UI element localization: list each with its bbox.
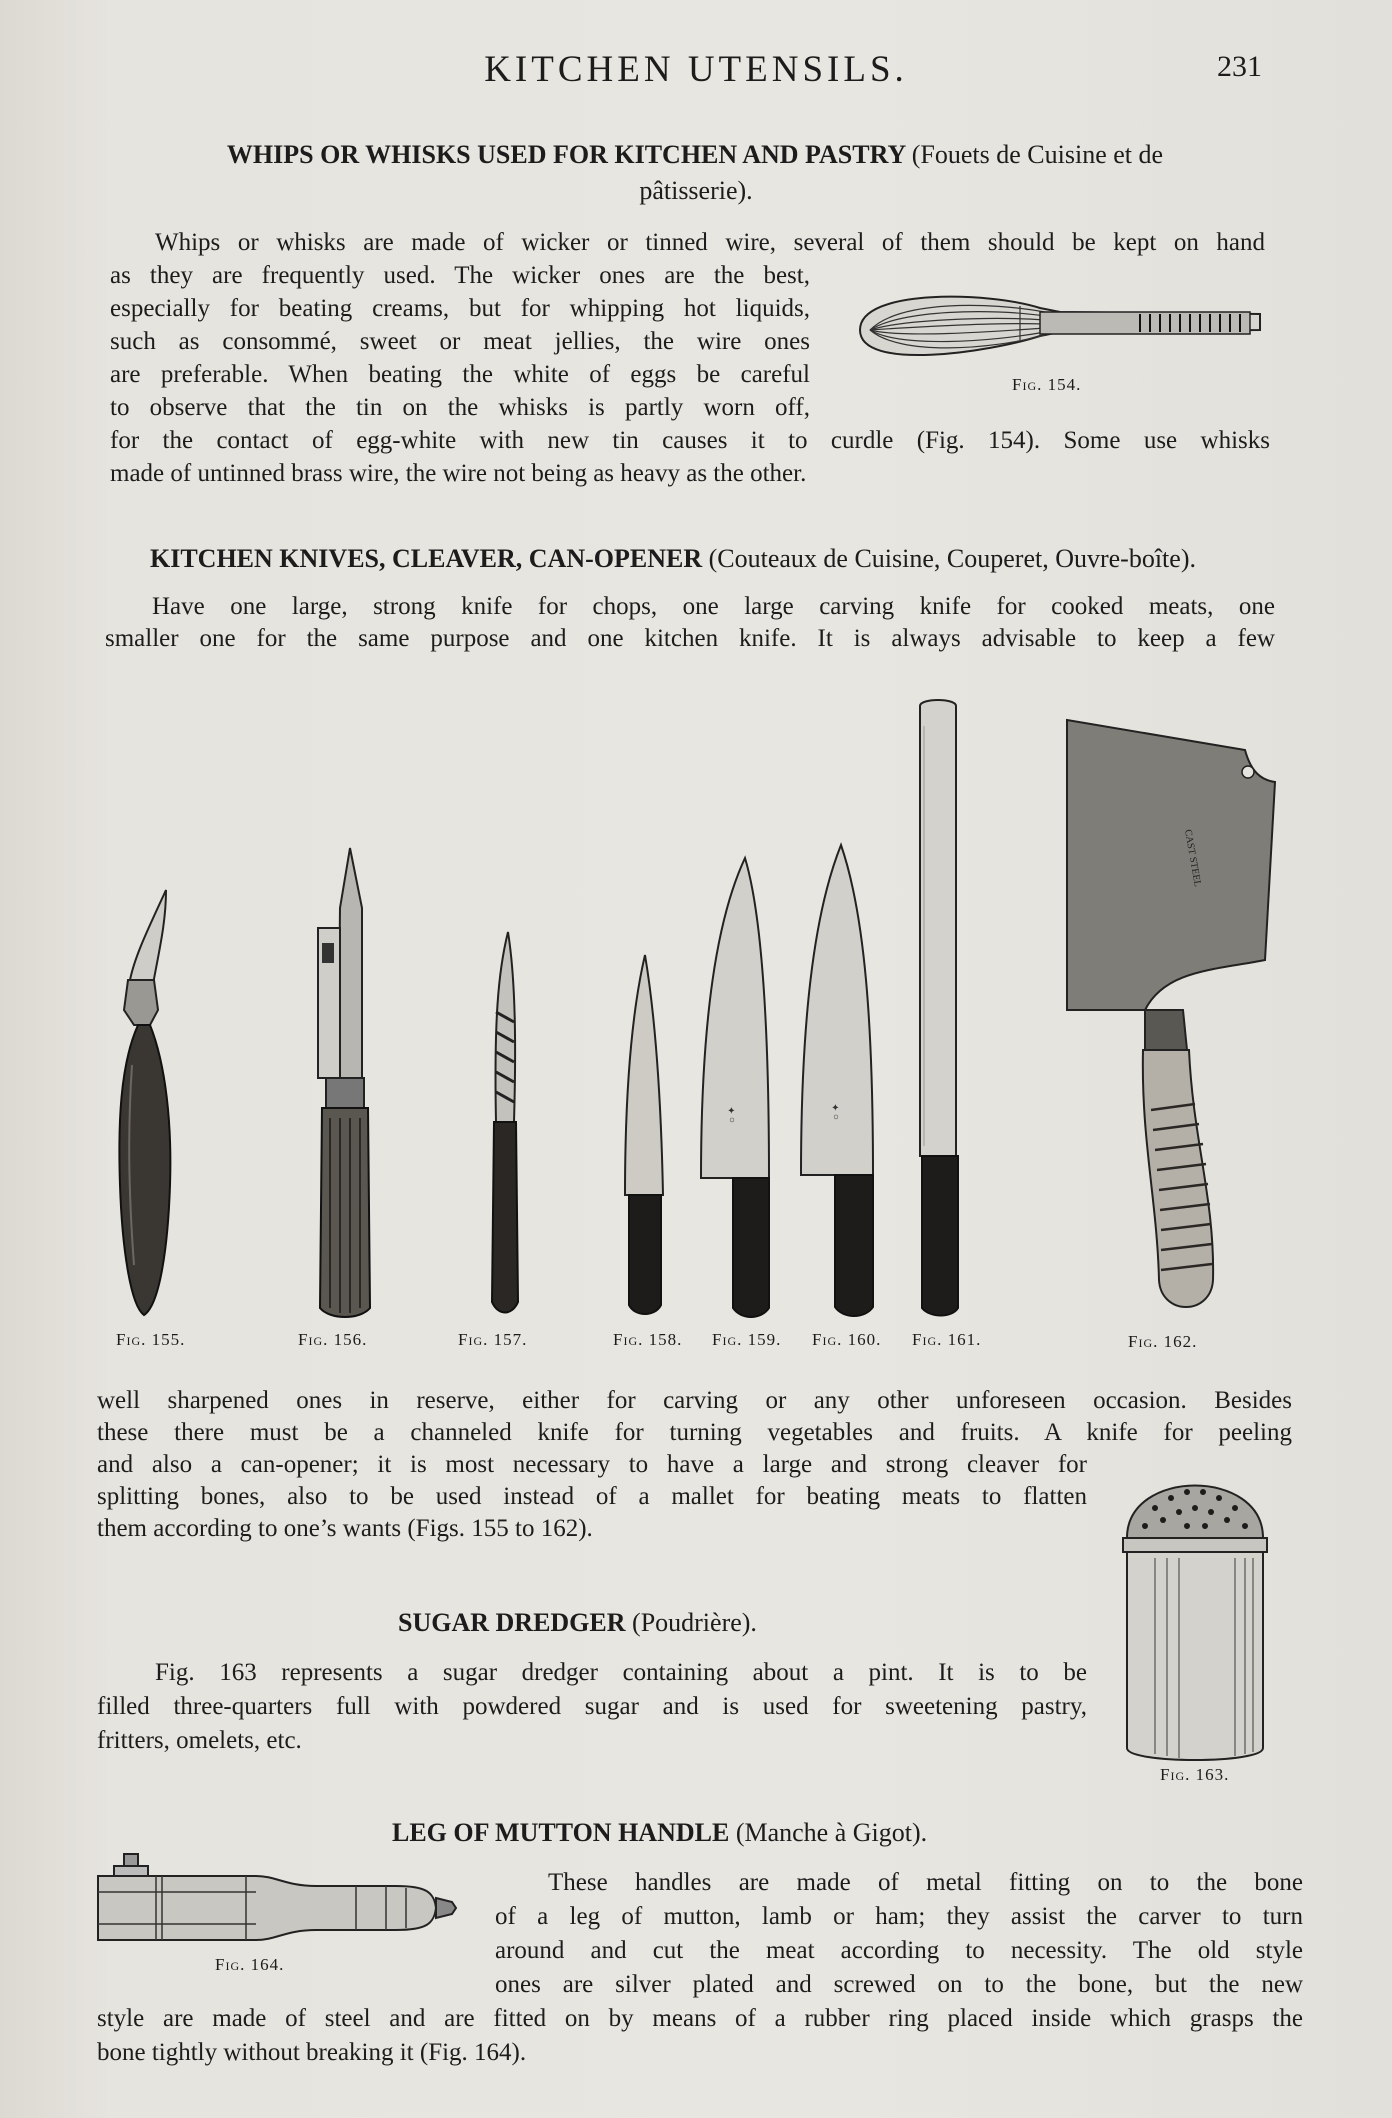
mutton-heading-fr: (Manche à Gigot). (735, 1818, 928, 1847)
whisks-heading-fr: (Fouets de Cuisine et de (911, 140, 1164, 169)
can-opener-illustration (300, 848, 380, 1323)
dredger-line-2: filled three-quarters full with powdered sugar and is used for sweetening pastry, (97, 1693, 1087, 1720)
knives-after-line-5: them according to one’s wants (Figs. 155 to 162). (97, 1515, 593, 1542)
knives-heading (150, 544, 1250, 574)
dredger-heading-en: SUGAR DREDGER (398, 1608, 626, 1637)
running-head-title: KITCHEN UTENSILS. (484, 49, 908, 90)
whisks-line-2: as they are frequently used. The wicker ones are the best, (110, 262, 810, 289)
sugar-dredger-illustration (1115, 1468, 1275, 1768)
fig-161-caption: Fig. 161. (912, 1330, 982, 1349)
fig-156-caption: Fig. 156. (298, 1330, 368, 1349)
knives-heading-fr: (Couteaux de Cuisine, Couperet, Ouvre-boîte). (708, 544, 1196, 573)
whisks-line-4: such as consommé, sweet or meat jellies, the wire ones (110, 328, 810, 355)
mutton-line-3: around and cut the meat according to necessity. The old style (495, 1937, 1303, 1964)
fig-162-caption: Fig. 162. (1128, 1332, 1198, 1351)
svg-text:CAST STEEL: CAST STEEL (1182, 828, 1203, 888)
dredger-heading (398, 1608, 757, 1638)
chef-knife-illustration (797, 845, 877, 1320)
whisks-line-8: made of untinned brass wire, the wire not being as heavy as the other. (110, 460, 807, 487)
mutton-line-6: bone tightly without breaking it (Fig. 164). (97, 2039, 527, 2066)
knives-after-line-2: these there must be a channeled knife for turning vegetables and fruits. A knife for peeling (97, 1419, 1292, 1446)
whisks-line-5: are preferable. When beating the white of eggs be careful (110, 361, 810, 388)
whisks-line-6: to observe that the tin on the whisks is partly worn off, (110, 394, 810, 421)
fig-154-caption: Fig. 154. (1012, 375, 1082, 394)
whisks-line-7: for the contact of egg-white with new tin causes it to curdle (Fig. 154). Some use whisks (110, 427, 1270, 454)
knives-heading-en: KITCHEN KNIVES, CLEAVER, CAN-OPENER (150, 544, 703, 573)
dredger-line-3: fritters, omelets, etc. (97, 1727, 302, 1754)
whisks-heading-en: WHIPS OR WHISKS USED FOR KITCHEN AND PASTRY (226, 140, 906, 169)
knives-line-2: smaller one for the same purpose and one kitchen knife. It is always advisable to keep a few (105, 625, 1275, 652)
mutton-heading (392, 1818, 927, 1848)
mutton-heading-en: LEG OF MUTTON HANDLE (392, 1818, 730, 1847)
knives-after-line-3: and also a can-opener; it is most necessary to have a large and strong cleaver for (97, 1451, 1087, 1478)
fig-157-caption: Fig. 157. (458, 1330, 528, 1349)
knives-after-line-1: well sharpened ones in reserve, either for carving or any other unforeseen occasion. Besides (97, 1387, 1292, 1414)
whisks-heading-line2 (0, 176, 1392, 206)
mutton-line-5: style are made of steel and are fitted on by means of a rubber ring placed inside which grasps the (97, 2005, 1303, 2032)
slicing-knife-illustration (912, 696, 967, 1318)
fig-158-caption: Fig. 158. (613, 1330, 683, 1349)
small-knife-illustration (615, 955, 670, 1320)
mutton-line-4: ones are silver plated and screwed on to the bone, but the new (495, 1971, 1303, 1998)
dredger-line-1: Fig. 163 represents a sugar dredger containing about a pint. It is to be (155, 1659, 1087, 1686)
dredger-heading-fr: (Poudrière). (632, 1608, 757, 1637)
whisks-line-3: especially for beating creams, but for whipping hot liquids, (110, 295, 810, 322)
carving-knife-illustration (697, 858, 772, 1318)
svg-text:○ ✦: ○ ✦ (831, 1103, 842, 1120)
fig-164-caption: Fig. 164. (215, 1955, 285, 1974)
fig-163-caption: Fig. 163. (1160, 1765, 1230, 1784)
knives-line-1: Have one large, strong knife for chops, one large carving knife for cooked meats, one (152, 593, 1275, 620)
mutton-line-1: These handles are made of metal fitting on to the bone (548, 1869, 1303, 1896)
vegetable-knife-illustration (478, 932, 528, 1317)
cleaver-illustration (1065, 720, 1275, 1320)
mutton-line-2: of a leg of mutton, lamb or ham; they assist the carver to turn (495, 1903, 1303, 1930)
fig-155-caption: Fig. 155. (116, 1330, 186, 1349)
svg-text:○ ✦: ○ ✦ (727, 1106, 738, 1123)
whisks-heading-fr-cont: pâtisserie). (639, 176, 753, 205)
channel-knife-illustration (110, 885, 180, 1320)
whisk-illustration (840, 280, 1270, 380)
fig-159-caption: Fig. 159. (712, 1330, 782, 1349)
whisks-heading (140, 140, 1250, 170)
page-number: 231 (1217, 50, 1262, 83)
whisks-line-1: Whips or whisks are made of wicker or tinned wire, several of them should be kept on hand (155, 229, 1265, 256)
knives-after-line-4: splitting bones, also to be used instead of a mallet for beating meats to flatten (97, 1483, 1087, 1510)
fig-160-caption: Fig. 160. (812, 1330, 882, 1349)
mutton-handle-illustration (96, 1852, 466, 1942)
